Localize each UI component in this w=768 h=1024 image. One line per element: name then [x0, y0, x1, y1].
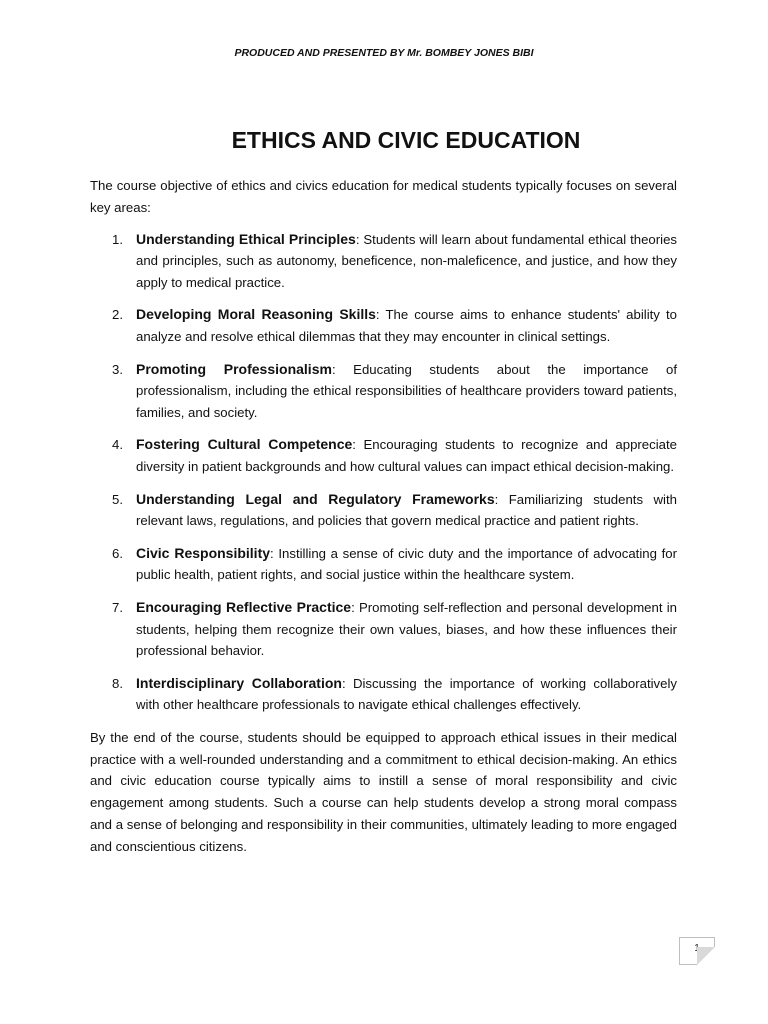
list-item	[90, 489, 677, 533]
list-term: Civic Responsibility	[136, 544, 271, 561]
intro-paragraph: The course objective of ethics and civics education for medical students typically focuses on several key areas:	[90, 178, 677, 215]
list-text: : Familiarizing students with relevant laws, regulations, and policies that govern medical practice and patient rights.	[136, 491, 677, 529]
list-number: 6.	[112, 545, 123, 561]
list-term: Developing Moral Reasoning Skills	[136, 306, 376, 323]
list-term: Interdisciplinary Collaboration	[136, 674, 342, 691]
list-term: Encouraging Reflective Practice	[136, 598, 352, 615]
list-text: : Instilling a sense of civic duty and the importance of advocating for public health, patient rights, and social justice within the healthcare system.	[136, 545, 677, 583]
list-number: 7.	[112, 599, 123, 615]
list-number: 4.	[112, 437, 123, 453]
list-text: : Discussing the importance of working collaboratively with other healthcare professionals to navigate ethical challenges effectively.	[136, 675, 677, 713]
list-text: : The course aims to enhance students' ability to analyze and resolve ethical dilemmas that they may encounter in clinical settings.	[136, 307, 677, 345]
list-text: : Educating students about the importance of professionalism, including the ethical responsibilities of healthcare providers toward patients, families, and society.	[136, 361, 677, 421]
document-title: ETHICS AND CIVIC EDUCATION	[231, 127, 581, 153]
list-item	[90, 359, 677, 424]
list-text: : Promoting self-reflection and personal development in students, helping them recognize their own values, biases, and how these influences their professional behavior.	[136, 599, 677, 659]
list-term: Promoting Professionalism	[136, 360, 332, 377]
page-number: 1	[694, 943, 700, 954]
list-term: Understanding Legal and Regulatory Frameworks	[136, 490, 495, 507]
list-term: Fostering Cultural Competence	[136, 436, 353, 453]
list-item	[90, 304, 677, 348]
list-term: Understanding Ethical Principles	[136, 230, 356, 247]
page-fold-icon	[697, 947, 715, 965]
list-item	[90, 543, 677, 587]
list-number: 2.	[112, 307, 123, 323]
list-item	[90, 673, 677, 717]
list-number: 8.	[112, 675, 123, 691]
list-text: : Encouraging students to recognize and appreciate diversity in patient backgrounds and how cultural values can impact ethical decision-making.	[136, 437, 677, 475]
closing-paragraph: By the end of the course, students should be equipped to approach ethical issues in their medical practice with a well-rounded understanding and a commitment to ethical decision-making. An ethics and civic education course typically aims to instill a sense of moral responsibility and civic engagement among students. Such a course can help students develop a strong moral compass and a sense of belonging and responsibility in their communities, ultimately leading to more engaged and conscientious citizens.	[90, 729, 677, 854]
list-number: 3.	[112, 361, 123, 377]
list-number: 5.	[112, 491, 123, 507]
objectives-list	[90, 229, 677, 717]
list-item	[90, 434, 677, 478]
document-body	[90, 175, 677, 858]
page-header: PRODUCED AND PRESENTED BY Mr. BOMBEY JONES BIBI	[234, 47, 534, 59]
list-item	[90, 597, 677, 662]
page-number-box	[679, 937, 715, 965]
list-text: : Students will learn about fundamental ethical theories and principles, such as autonomy, beneficence, non-maleficence, and justice, and how they apply to medical practice.	[136, 231, 677, 291]
list-number: 1.	[112, 231, 123, 247]
list-item	[90, 229, 677, 294]
